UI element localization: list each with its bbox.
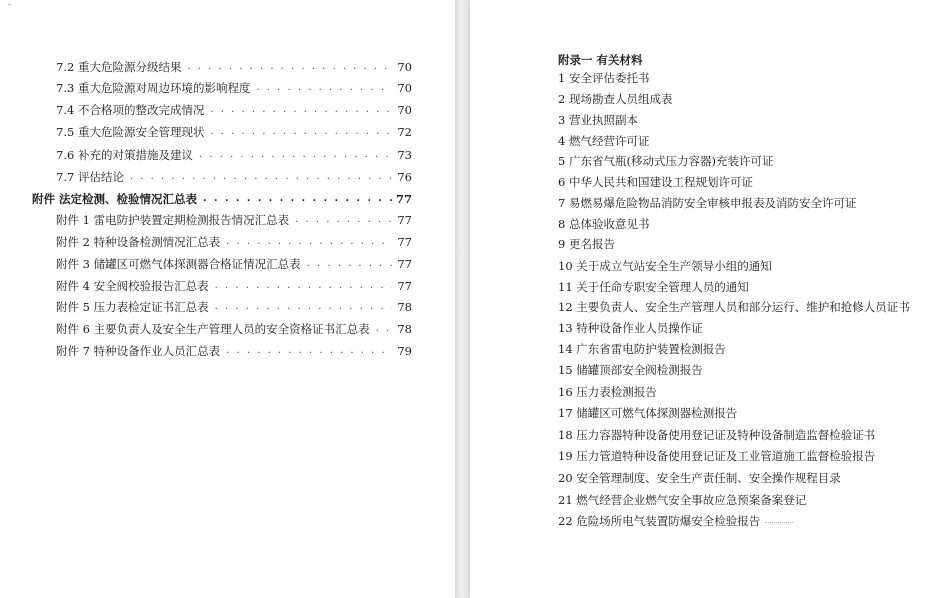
appendix-item[interactable]: 22 危险场所电气装置防爆安全检验报告 (558, 514, 761, 528)
appendix-item[interactable]: 14 广东省雷电防护装置检测报告 (558, 342, 726, 356)
toc-leader (226, 232, 392, 252)
right-page (470, 0, 941, 598)
toc-label: 附件 2 特种设备检测情况汇总表 (56, 235, 221, 249)
toc-row[interactable] (56, 122, 412, 142)
toc-row[interactable] (56, 341, 412, 361)
toc-row-section[interactable] (32, 189, 412, 209)
appendix-item[interactable]: 20 安全管理制度、安全生产责任制、安全操作规程目录 (558, 471, 841, 485)
appendix-item[interactable]: 9 更名报告 (558, 237, 615, 251)
toc-row[interactable] (56, 100, 412, 120)
appendix-item[interactable]: 21 燃气经营企业燃气安全事故应急预案备案登记 (558, 493, 807, 507)
toc-page-number: 77 (396, 192, 413, 206)
page-top-mark: - (8, 0, 12, 10)
toc-label: 附件 7 特种设备作业人员汇总表 (56, 344, 221, 358)
toc-page-number: 77 (397, 235, 412, 249)
toc-leader (130, 167, 392, 187)
appendix-item[interactable]: 18 压力容器特种设备使用登记证及特种设备制造监督检验证书 (558, 428, 876, 442)
toc-page-number: 73 (397, 148, 412, 162)
toc-label: 7.6 补充的对策措施及建议 (56, 148, 193, 162)
toc-row[interactable] (56, 254, 412, 274)
toc-row[interactable] (56, 57, 412, 77)
appendix-item[interactable]: 17 储罐区可燃气体探测器检测报告 (558, 406, 738, 420)
toc-page-number: 77 (397, 257, 412, 271)
toc-leader (215, 276, 392, 296)
appendix-item[interactable]: 3 营业执照副本 (558, 113, 638, 127)
toc-label: 7.2 重大危险源分级结果 (56, 60, 182, 74)
appendix-item[interactable]: 19 压力管道特种设备使用登记证及工业管道施工监督检验报告 (558, 449, 876, 463)
toc-leader (203, 189, 392, 209)
toc-leader (226, 341, 392, 361)
toc-row[interactable] (56, 167, 412, 187)
toc-page-number: 78 (397, 322, 412, 336)
appendix-item[interactable]: 12 主要负责人、安全生产管理人员和部分运行、维护和抢修人员证书 (558, 300, 910, 314)
toc-row[interactable] (56, 276, 412, 296)
toc-leader (295, 210, 392, 230)
toc-page-number: 77 (397, 213, 412, 227)
toc-row[interactable] (56, 210, 412, 230)
toc-row[interactable] (56, 297, 412, 317)
toc-label: 附件 1 雷电防护装置定期检测报告情况汇总表 (56, 213, 290, 227)
appendix-item[interactable]: 13 特种设备作业人员操作证 (558, 321, 703, 335)
toc-page-number: 78 (397, 300, 412, 314)
toc-row[interactable] (56, 232, 412, 252)
toc-leader (210, 100, 392, 120)
appendix-item[interactable]: 15 储罐顶部安全阀检测报告 (558, 363, 703, 377)
toc-label: 7.3 重大危险源对周边环境的影响程度 (56, 81, 251, 95)
toc-label: 7.4 不合格项的整改完成情况 (56, 103, 205, 117)
appendix-item[interactable]: 6 中华人民共和国建设工程规划许可证 (558, 175, 753, 189)
scan-artifact (765, 522, 793, 527)
page-gutter (455, 0, 470, 598)
toc-row[interactable] (56, 78, 412, 98)
toc-page-number: 72 (397, 125, 412, 139)
toc-page-number: 70 (397, 81, 412, 95)
toc-leader (210, 122, 392, 142)
appendix-item[interactable]: 7 易燃易爆危险物品消防安全审核申报表及消防安全许可证 (558, 196, 857, 210)
toc-leader (256, 78, 392, 98)
toc-label: 7.5 重大危险源安全管理现状 (56, 125, 205, 139)
toc-leader (376, 319, 392, 339)
appendix-title: 附录一 有关材料 (558, 53, 643, 67)
toc-leader (199, 145, 392, 165)
toc-label: 附件 3 储罐区可燃气体探测器合格证情况汇总表 (56, 257, 301, 271)
toc-page-number: 79 (397, 344, 412, 358)
toc-leader (215, 297, 392, 317)
toc-leader (187, 57, 392, 77)
toc-row[interactable] (56, 145, 412, 165)
toc-leader (307, 254, 392, 274)
toc-row[interactable] (56, 319, 412, 339)
toc-label: 7.7 评估结论 (56, 170, 124, 184)
appendix-item[interactable]: 11 关于任命专职安全管理人员的通知 (558, 280, 749, 294)
appendix-item[interactable]: 1 安全评估委托书 (558, 71, 650, 85)
appendix-item[interactable]: 16 压力表检测报告 (558, 385, 657, 399)
toc-page-number: 70 (397, 103, 412, 117)
toc-label: 附件 6 主要负责人及安全生产管理人员的安全资格证书汇总表 (56, 322, 370, 336)
toc-label: 附件 法定检测、检验情况汇总表 (32, 192, 198, 206)
appendix-item[interactable]: 5 广东省气瓶(移动式压力容器)充装许可证 (558, 154, 774, 168)
toc-label: 附件 4 安全阀校验报告汇总表 (56, 279, 209, 293)
toc-page-number: 76 (397, 170, 412, 184)
appendix-item[interactable]: 4 燃气经营许可证 (558, 134, 650, 148)
appendix-item[interactable]: 10 关于成立气站安全生产领导小组的通知 (558, 259, 772, 273)
appendix-item[interactable]: 2 现场勘查人员组成表 (558, 92, 673, 106)
left-page (0, 0, 455, 598)
toc-page-number: 70 (397, 60, 412, 74)
toc-page-number: 77 (397, 279, 412, 293)
appendix-item[interactable]: 8 总体验收意见书 (558, 217, 650, 231)
toc-label: 附件 5 压力表检定证书汇总表 (56, 300, 209, 314)
